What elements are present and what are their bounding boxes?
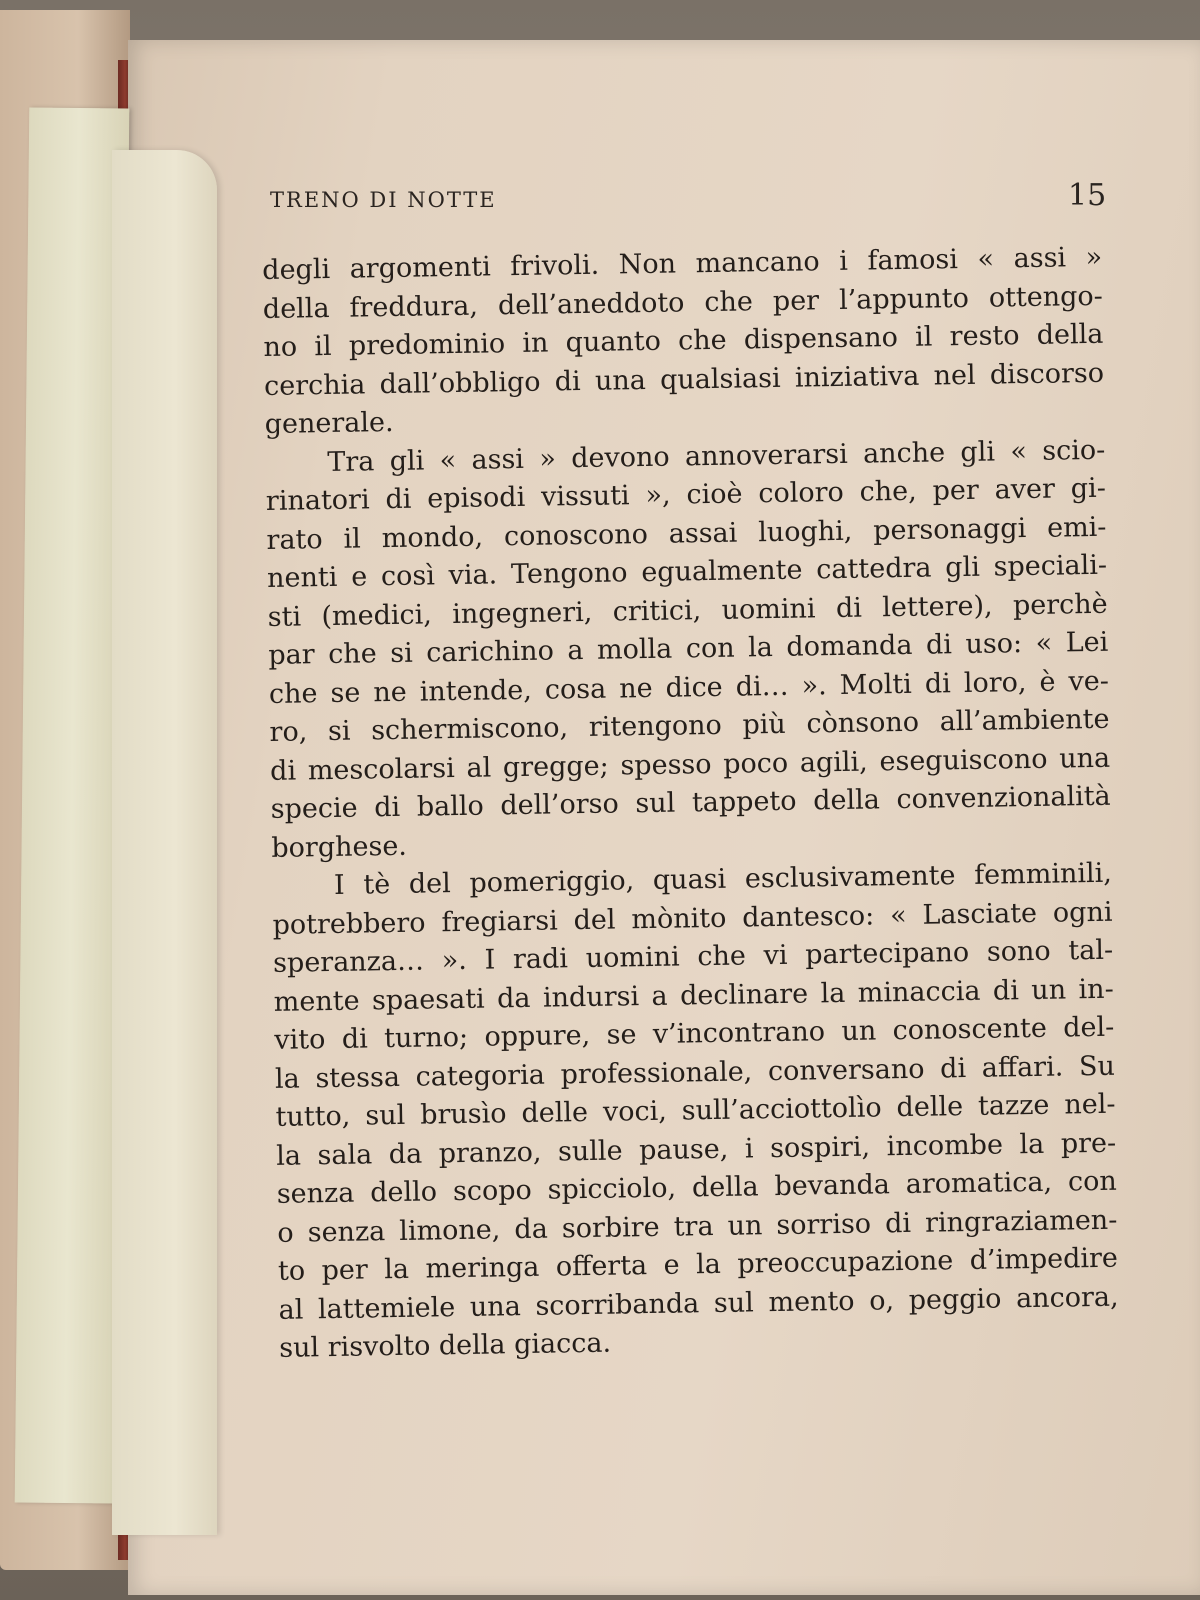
text-line: tutto, sul brusìo delle voci, sull’acciottolìo delle tazze nel- xyxy=(275,1088,1116,1133)
text-line: o senza limone, da sorbire tra un sorriso di ringraziamen- xyxy=(277,1204,1118,1249)
text-line: degli argomenti frivoli. Non mancano i famosi « assi » xyxy=(262,241,1103,286)
text-line: specie di ballo dell’orso sul tappeto della convenzionalità xyxy=(270,780,1111,825)
running-head: TRENO DI NOTTE xyxy=(270,188,497,212)
text-line: sti (medici, ingegneri, critici, uomini di lettere), perchè xyxy=(267,588,1108,633)
tape-strip-inner xyxy=(112,150,217,1535)
text-line: Tra gli « assi » devono annoverarsi anche gli « scio- xyxy=(327,434,1106,478)
text-line: borghese. xyxy=(271,830,408,864)
text-line: generale. xyxy=(264,406,394,440)
text-line: senza dello scopo spicciolo, della bevanda aromatica, con xyxy=(276,1165,1117,1210)
text-line: no il predominio in quanto che dispensano il resto della xyxy=(263,318,1104,363)
text-line: speranza… ». I radi uomini che vi partecipano sono tal- xyxy=(272,934,1114,979)
body-text xyxy=(262,239,1119,1369)
text-line: to per la meringa offerta e la preoccupazione d’impedire xyxy=(277,1242,1119,1287)
text-line: rinatori di episodi vissuti », cioè coloro che, per aver gi- xyxy=(265,472,1107,517)
text-line: par che si carichino a molla con la domanda di uso: « Lei xyxy=(268,626,1109,671)
text-line: sul risvolto della giacca. xyxy=(278,1327,612,1364)
text-line: vito di turno; oppure, se v’incontrano un conoscente del- xyxy=(274,1011,1115,1056)
text-line: che se ne intende, cosa ne dice di… ». Molti di loro, è ve- xyxy=(268,665,1110,710)
text-line: mente spaesati da indursi a declinare la minaccia di un in- xyxy=(273,973,1114,1018)
text-line: di mescolarsi al gregge; spesso poco agili, eseguiscono una xyxy=(269,742,1111,787)
text-line: potrebbero fregiarsi del mònito dantesco: « Lasciate ogni xyxy=(272,896,1113,941)
text-line: ro, si schermiscono, ritengono più cònsono all’ambiente xyxy=(269,703,1110,748)
text-line: la stessa categoria professionale, conversano di affari. Su xyxy=(274,1050,1116,1095)
text-line: la sala da pranzo, sulle pause, i sospiri, incombe la pre- xyxy=(275,1127,1117,1172)
text-line: I tè del pomeriggio, quasi esclusivamente femminili, xyxy=(333,857,1113,901)
text-line: al lattemiele una scorribanda sul mento o, peggio ancora, xyxy=(278,1281,1119,1326)
page-number: 15 xyxy=(1068,178,1107,213)
text-line: rato il mondo, conoscono assai luoghi, personaggi emi- xyxy=(266,511,1107,556)
text-line: nenti e così via. Tengono egualmente cattedra gli speciali- xyxy=(266,549,1108,594)
text-line: della freddura, dell’aneddoto che per l’appunto ottengo- xyxy=(262,280,1104,325)
text-line: cerchia dall’obbligo di una qualsiasi iniziativa nel discorso xyxy=(263,357,1105,402)
